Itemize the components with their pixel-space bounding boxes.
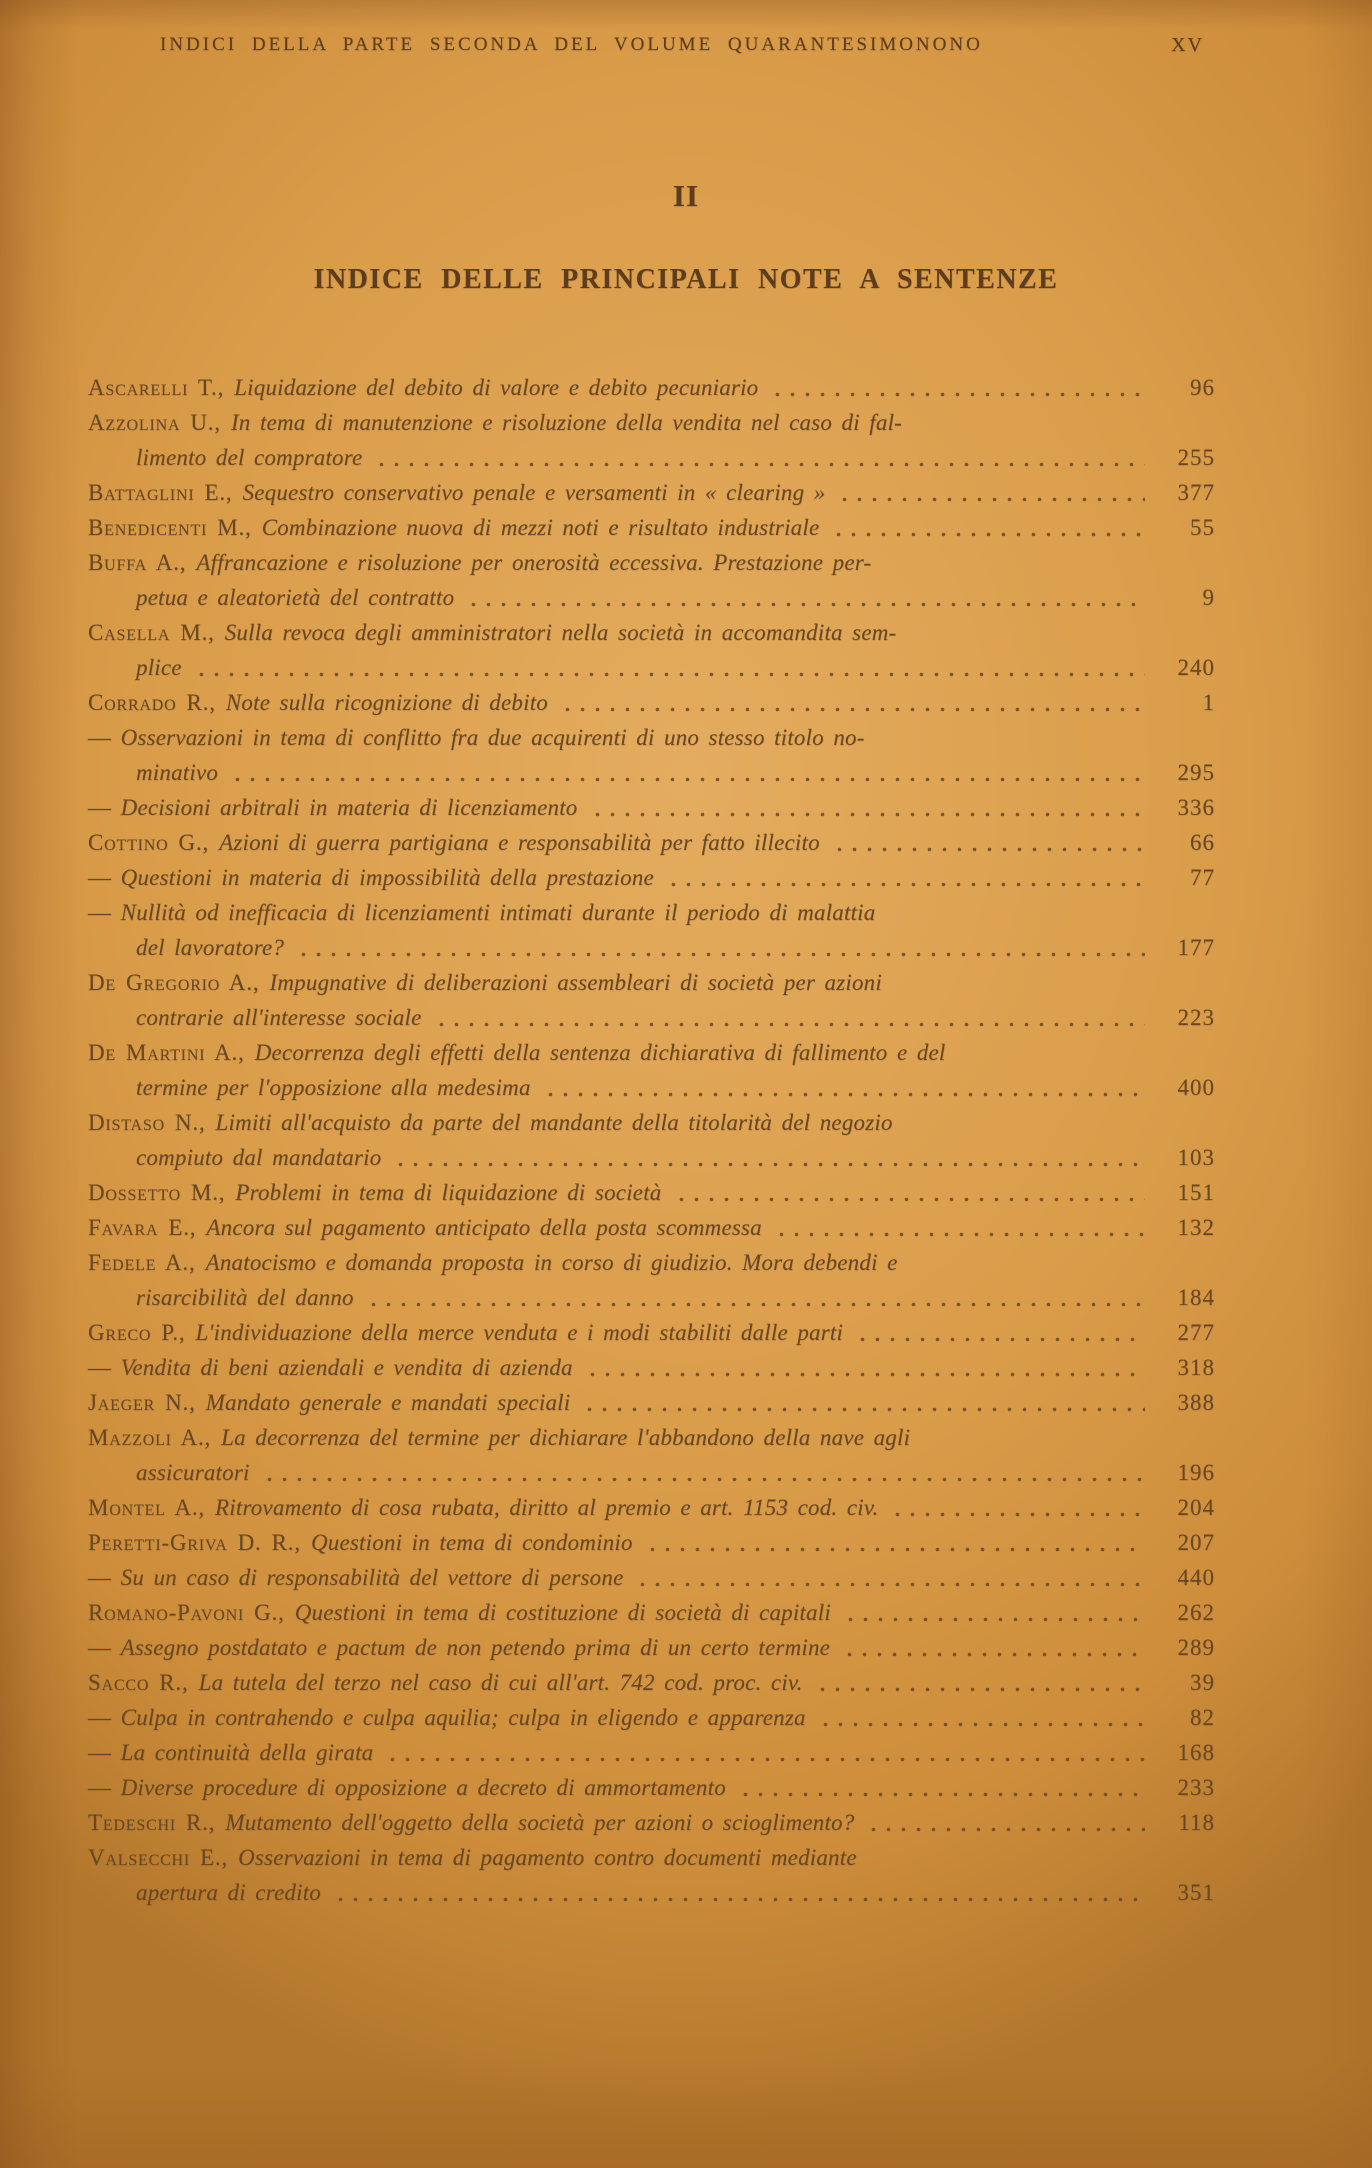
- entry-text-segment: —: [88, 1565, 121, 1590]
- entry-text-segment: termine per l'opposizione alla medesima: [136, 1075, 531, 1100]
- index-entry-line: [88, 790, 1215, 825]
- index-entry-line: [88, 1735, 1215, 1770]
- entry-text: [88, 1105, 893, 1140]
- entry-text-segment: —: [88, 1355, 121, 1380]
- entry-text-segment: Decorrenza degli effetti della sentenza dichiarativa di fallimento e del: [254, 1040, 946, 1065]
- entry-text: [136, 1280, 354, 1315]
- entry-text-segment: In tema di manutenzione e risoluzione della vendita nel caso di fal-: [230, 410, 903, 435]
- entry-text-segment: Osservazioni in tema di conflitto fra due acquirenti di uno stesso titolo no-: [120, 725, 865, 750]
- dot-leader: [374, 462, 1145, 467]
- dot-leader: [385, 1757, 1145, 1762]
- entry-text-segment: Su un caso di responsabilità del vettore di persone: [120, 1565, 624, 1590]
- dot-leader: [333, 1897, 1145, 1902]
- entry-text-segment: L'individuazione della merce venduta e i modi stabiliti dalle parti: [195, 1320, 844, 1345]
- entry-text-segment: Mazzoli A.,: [88, 1425, 222, 1450]
- index-entry-line: [88, 1385, 1215, 1420]
- dot-leader: [890, 1512, 1145, 1517]
- index-entry-line: [88, 1525, 1215, 1560]
- entry-page-number: 388: [1177, 1390, 1215, 1415]
- entry-text: [136, 930, 284, 965]
- section-number: II: [672, 178, 700, 213]
- entry-text-segment: del lavoratore?: [136, 935, 285, 960]
- index-entry-line: [88, 615, 1215, 650]
- entry-text-segment: Diverse procedure di opposizione a decreto di ammortamento: [120, 1775, 726, 1800]
- entry-text-segment: Favara E.,: [88, 1215, 207, 1240]
- index-entry-line: [88, 1665, 1215, 1700]
- entry-page-number: 9: [1202, 585, 1215, 610]
- dot-leader: [582, 1407, 1145, 1412]
- entry-text-segment: Jaeger N.,: [88, 1390, 206, 1415]
- entry-page-number: 168: [1177, 1740, 1215, 1765]
- entry-text: [88, 1315, 843, 1350]
- entry-page-number: 336: [1177, 795, 1215, 820]
- entry-text: [136, 580, 454, 615]
- entry-text-segment: —: [88, 1635, 121, 1660]
- entry-page-number: 233: [1177, 1775, 1215, 1800]
- entry-text-segment: —: [88, 795, 121, 820]
- entry-text: [88, 1735, 373, 1770]
- index-entry-line: [88, 1350, 1215, 1385]
- entry-page-number: 82: [1190, 1705, 1215, 1730]
- dot-leader: [674, 1197, 1146, 1202]
- entry-text-segment: Anatocismo e domanda proposta in corso di giudizio. Mora debendi e: [205, 1250, 898, 1275]
- index-entry-line: [88, 860, 1215, 895]
- entry-text: [88, 790, 578, 825]
- entry-text: [88, 405, 902, 440]
- entry-text-segment: La continuità della girata: [120, 1740, 374, 1765]
- entry-page-number: 295: [1177, 760, 1215, 785]
- dot-leader: [635, 1582, 1145, 1587]
- dot-leader: [645, 1547, 1145, 1552]
- index-entry-line: [88, 1840, 1215, 1875]
- entry-text-segment: Mutamento dell'oggetto della società per azioni o scioglimento?: [225, 1810, 855, 1835]
- entry-text-segment: apertura di credito: [136, 1880, 321, 1905]
- entry-text-segment: De Martini A.,: [88, 1040, 255, 1065]
- section-title: INDICE DELLE PRINCIPALI NOTE A SENTENZE: [313, 264, 1059, 295]
- entry-page-number: 77: [1190, 865, 1215, 890]
- dot-leader: [842, 1652, 1145, 1657]
- entry-text-segment: La tutela del terzo nel caso di cui all'art. 742 cod. proc. civ.: [198, 1670, 803, 1695]
- index-entry-line: [88, 1070, 1215, 1105]
- index-entry-line: [88, 475, 1215, 510]
- entry-text-segment: Valsecchi E.,: [88, 1845, 239, 1870]
- index-entry-line: [88, 1455, 1215, 1490]
- entry-text: [88, 1805, 854, 1840]
- index-entry-line: [88, 1805, 1215, 1840]
- entry-text-segment: Impugnative di deliberazioni assembleari di società per azioni: [269, 970, 882, 995]
- index-entry-line: [88, 580, 1215, 615]
- entry-text-segment: —: [88, 1740, 121, 1765]
- dot-leader: [815, 1687, 1145, 1692]
- entry-text: [88, 860, 654, 895]
- entry-page-number: 318: [1177, 1355, 1215, 1380]
- entry-page-number: 351: [1177, 1880, 1215, 1905]
- entry-text-segment: —: [88, 725, 121, 750]
- entry-text-segment: petua e aleatorietà del contratto: [136, 585, 455, 610]
- index-entry-line: [88, 1245, 1215, 1280]
- entry-text: [136, 440, 362, 475]
- index-entry-line: [88, 930, 1215, 965]
- entry-text-segment: Vendita di beni aziendali e vendita di azienda: [120, 1355, 573, 1380]
- entry-text-segment: —: [88, 1705, 121, 1730]
- folio-page-number: XV: [1171, 34, 1204, 56]
- entry-page-number: 1: [1202, 690, 1215, 715]
- index-entry-line: [88, 685, 1215, 720]
- entry-page-number: 289: [1177, 1635, 1215, 1660]
- dot-leader: [366, 1302, 1145, 1307]
- entry-text-segment: compiuto dal mandatario: [136, 1145, 382, 1170]
- index-entry-line: [88, 370, 1215, 405]
- index-entry-line: [88, 755, 1215, 790]
- dot-leader: [837, 497, 1145, 502]
- entry-text-segment: Mandato generale e mandati speciali: [205, 1390, 571, 1415]
- entry-page-number: 118: [1178, 1810, 1215, 1835]
- index-entry-line: [88, 650, 1215, 685]
- dot-leader: [230, 777, 1145, 782]
- entry-text: [88, 1525, 633, 1560]
- entry-text-segment: Osservazioni in tema di pagamento contro documenti mediante: [238, 1845, 857, 1870]
- entry-text-segment: Ascarelli T.,: [88, 375, 235, 400]
- entry-text-segment: Note sulla ricognizione di debito: [225, 690, 548, 715]
- entry-text: [88, 825, 820, 860]
- entry-text-segment: Questioni in tema di condominio: [310, 1530, 633, 1555]
- index-entry-line: [88, 1700, 1215, 1735]
- dot-leader: [543, 1092, 1145, 1097]
- entry-text-segment: Sulla revoca degli amministratori nella società in accomandita sem-: [224, 620, 897, 645]
- entry-page-number: 177: [1177, 935, 1215, 960]
- entry-text: [88, 1175, 662, 1210]
- index-entry-line: [88, 1035, 1215, 1070]
- entry-page-number: 277: [1177, 1320, 1215, 1345]
- entry-text-segment: Casella M.,: [88, 620, 225, 645]
- entry-text-segment: Assegno postdatato e pactum de non petendo prima di un certo termine: [120, 1635, 831, 1660]
- entry-text-segment: Fedele A.,: [88, 1250, 206, 1275]
- entry-text: [136, 1140, 381, 1175]
- entry-text: [88, 1210, 762, 1245]
- entry-text: [136, 1455, 250, 1490]
- entry-page-number: 377: [1177, 480, 1215, 505]
- entry-page-number: 39: [1190, 1670, 1215, 1695]
- dot-leader: [818, 1722, 1145, 1727]
- index-entry-line: [88, 1140, 1215, 1175]
- entry-text-segment: —: [88, 900, 121, 925]
- index-entry-line: [88, 895, 1215, 930]
- entry-page-number: 55: [1190, 515, 1215, 540]
- entry-text: [88, 1385, 570, 1420]
- index-entry-line: [88, 1560, 1215, 1595]
- entry-page-number: 255: [1177, 445, 1215, 470]
- entry-text: [88, 370, 758, 405]
- index-entry-line: [88, 965, 1215, 1000]
- index-entry-line: [88, 1175, 1215, 1210]
- entry-text: [88, 720, 865, 755]
- dot-leader: [585, 1372, 1145, 1377]
- index-entries: [88, 370, 1215, 1910]
- index-entry-line: [88, 545, 1215, 580]
- entry-text: [88, 545, 871, 580]
- entry-text-segment: Buffa A.,: [88, 550, 197, 575]
- entry-page-number: 184: [1177, 1285, 1215, 1310]
- entry-text-segment: —: [88, 1775, 121, 1800]
- index-entry-line: [88, 1315, 1215, 1350]
- entry-text: [88, 1560, 623, 1595]
- entry-text-segment: Culpa in contrahendo e culpa aquilia; culpa in eligendo e apparenza: [120, 1705, 806, 1730]
- entry-text-segment: Liquidazione del debito di valore e debito pecuniario: [234, 375, 759, 400]
- entry-text: [136, 1070, 531, 1105]
- dot-leader: [296, 952, 1145, 957]
- entry-page-number: 151: [1177, 1180, 1215, 1205]
- dot-leader: [666, 882, 1145, 887]
- entry-text: [88, 475, 825, 510]
- entry-page-number: 262: [1177, 1600, 1215, 1625]
- entry-text-segment: Ritrovamento di cosa rubata, diritto al premio e art. 1153 cod. civ.: [215, 1495, 879, 1520]
- entry-text: [88, 1595, 831, 1630]
- entry-text-segment: Benedicenti M.,: [88, 515, 262, 540]
- entry-text: [88, 1490, 878, 1525]
- dot-leader: [393, 1162, 1145, 1167]
- dot-leader: [774, 1232, 1145, 1237]
- entry-text-segment: Questioni in tema di costituzione di società di capitali: [294, 1600, 831, 1625]
- entry-text-segment: Questioni in materia di impossibilità della prestazione: [120, 865, 654, 890]
- dot-leader: [194, 672, 1145, 677]
- entry-text-segment: Cottino G.,: [88, 830, 220, 855]
- dot-leader: [843, 1617, 1145, 1622]
- entry-text: [88, 1665, 803, 1700]
- dot-leader: [738, 1792, 1145, 1797]
- entry-text-segment: Combinazione nuova di mezzi noti e risultato industriale: [261, 515, 820, 540]
- index-entry-line: [88, 1630, 1215, 1665]
- entry-text: [88, 1630, 830, 1665]
- entry-text-segment: Sacco R.,: [88, 1670, 199, 1695]
- index-entry-line: [88, 510, 1215, 545]
- entry-text: [88, 965, 882, 1000]
- entry-page-number: 207: [1177, 1530, 1215, 1555]
- index-entry-line: [88, 1105, 1215, 1140]
- index-entry-line: [88, 1000, 1215, 1035]
- entry-text-segment: limento del compratore: [136, 445, 363, 470]
- entry-text-segment: Azioni di guerra partigiana e responsabilità per fatto illecito: [219, 830, 820, 855]
- entry-text: [88, 895, 875, 930]
- entry-text-segment: minativo: [136, 760, 219, 785]
- entry-text: [88, 615, 896, 650]
- entry-page-number: 66: [1190, 830, 1215, 855]
- entry-text-segment: Decisioni arbitrali in materia di licenziamento: [120, 795, 578, 820]
- index-entry-line: [88, 1770, 1215, 1805]
- entry-text: [136, 1875, 321, 1910]
- entry-text: [136, 755, 218, 790]
- entry-text-segment: Corrado R.,: [88, 690, 226, 715]
- dot-leader: [262, 1477, 1145, 1482]
- entry-text-segment: La decorrenza del termine per dichiarare l'abbandono della nave agli: [221, 1425, 911, 1450]
- entry-text-segment: assicuratori: [136, 1460, 250, 1485]
- dot-leader: [866, 1827, 1145, 1832]
- entry-text: [136, 1000, 422, 1035]
- entry-page-number: 132: [1177, 1215, 1215, 1240]
- entry-text-segment: Dossetto M.,: [88, 1180, 236, 1205]
- index-entry-line: [88, 1595, 1215, 1630]
- entry-text-segment: risarcibilità del danno: [136, 1285, 354, 1310]
- entry-text: [88, 685, 548, 720]
- entry-text-segment: Distaso N.,: [88, 1110, 216, 1135]
- entry-page-number: 440: [1177, 1565, 1215, 1590]
- index-entry-line: [88, 1875, 1215, 1910]
- entry-text: [136, 650, 182, 685]
- dot-leader: [831, 532, 1145, 537]
- entry-text-segment: Sequestro conservativo penale e versamenti in « clearing »: [242, 480, 826, 505]
- dot-leader: [434, 1022, 1145, 1027]
- entry-text: [88, 1350, 573, 1385]
- entry-page-number: 103: [1177, 1145, 1215, 1170]
- dot-leader: [590, 812, 1146, 817]
- index-entry-line: [88, 1420, 1215, 1455]
- index-entry-line: [88, 1490, 1215, 1525]
- entry-text-segment: De Gregorio A.,: [88, 970, 270, 995]
- entry-text: [88, 1245, 898, 1280]
- entry-text-segment: Battaglini E.,: [88, 480, 243, 505]
- dot-leader: [855, 1337, 1145, 1342]
- entry-text-segment: contrarie all'interesse sociale: [136, 1005, 422, 1030]
- entry-text: [88, 1035, 946, 1070]
- entry-text-segment: Greco P.,: [88, 1320, 196, 1345]
- dot-leader: [466, 602, 1145, 607]
- dot-leader: [560, 707, 1145, 712]
- entry-text: [88, 1420, 910, 1455]
- entry-text: [88, 1840, 857, 1875]
- index-entry-line: [88, 825, 1215, 860]
- entry-page-number: 223: [1177, 1005, 1215, 1030]
- entry-page-number: 204: [1177, 1495, 1215, 1520]
- entry-text: [88, 1700, 806, 1735]
- entry-text-segment: Limiti all'acquisto da parte del mandante della titolarità del negozio: [215, 1110, 893, 1135]
- index-entry-line: [88, 440, 1215, 475]
- entry-text-segment: Peretti-Griva D. R.,: [88, 1530, 311, 1555]
- entry-text-segment: Nullità od inefficacia di licenziamenti intimati durante il periodo di malattia: [120, 900, 876, 925]
- entry-page-number: 240: [1177, 655, 1215, 680]
- index-entry-line: [88, 405, 1215, 440]
- entry-text-segment: —: [88, 865, 121, 890]
- index-entry-line: [88, 1280, 1215, 1315]
- index-entry-line: [88, 720, 1215, 755]
- entry-page-number: 400: [1177, 1075, 1215, 1100]
- running-head: INDICI DELLA PARTE SECONDA DEL VOLUME QUARANTESIMONONO: [160, 34, 983, 55]
- entry-text-segment: Ancora sul pagamento anticipato della posta scommessa: [206, 1215, 762, 1240]
- entry-text-segment: Azzolina U.,: [88, 410, 231, 435]
- entry-text: [88, 1770, 726, 1805]
- entry-text-segment: plice: [136, 655, 182, 680]
- entry-text-segment: Montel A.,: [88, 1495, 216, 1520]
- index-entry-line: [88, 1210, 1215, 1245]
- entry-text-segment: Problemi in tema di liquidazione di società: [235, 1180, 662, 1205]
- entry-text-segment: Affrancazione e risoluzione per onerosità eccessiva. Prestazione per-: [196, 550, 872, 575]
- entry-page-number: 196: [1177, 1460, 1215, 1485]
- dot-leader: [832, 847, 1145, 852]
- dot-leader: [770, 392, 1145, 397]
- running-head-row: [0, 34, 1372, 60]
- entry-text: [88, 510, 819, 545]
- entry-text-segment: Tedeschi R.,: [88, 1810, 226, 1835]
- entry-page-number: 96: [1190, 375, 1215, 400]
- entry-text-segment: Romano-Pavoni G.,: [88, 1600, 295, 1625]
